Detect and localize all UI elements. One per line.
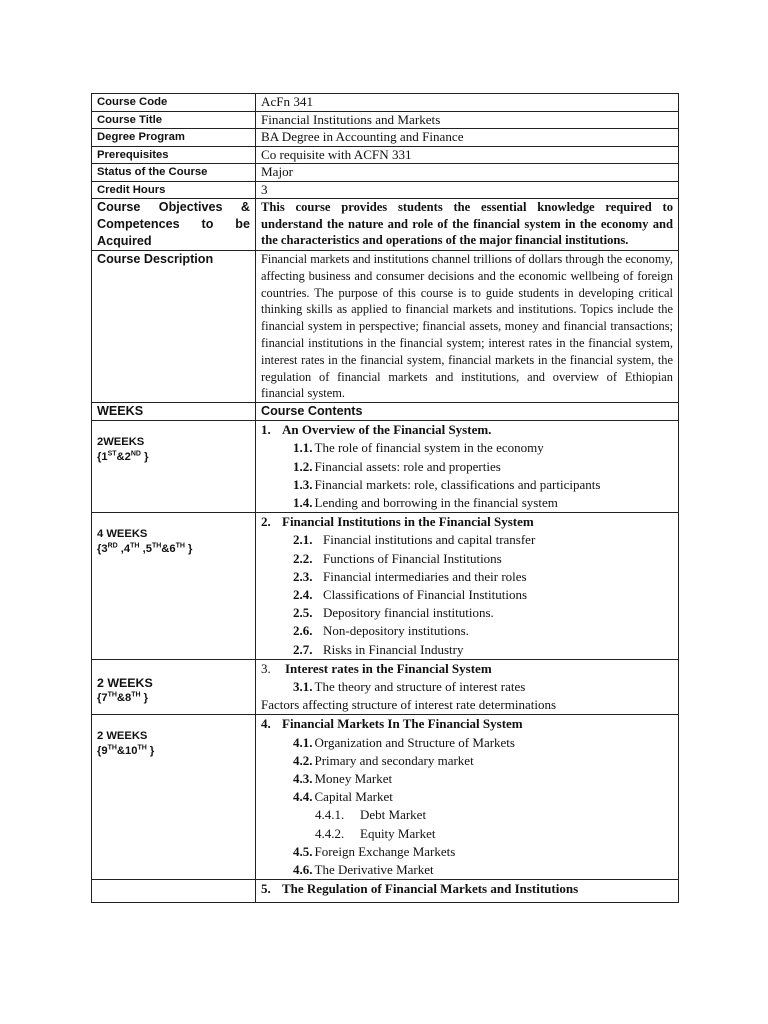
label-status: Status of the Course bbox=[92, 164, 256, 182]
unit-row-1 bbox=[92, 421, 679, 513]
value-prerequisites: Co requisite with ACFN 331 bbox=[256, 146, 679, 164]
topic-item: 3.1. The theory and structure of interest rates bbox=[293, 679, 526, 695]
header-contents: Course Contents bbox=[256, 403, 679, 421]
topic-item: 4.4. Capital Market bbox=[293, 789, 393, 805]
subtopic-item: 4.4.2. Equity Market bbox=[315, 825, 436, 841]
topic-item: 4.6. The Derivative Market bbox=[293, 862, 434, 878]
value-objectives: This course provides students the essential knowledge required to understand the nature and role of the financial system in the economy and the characteristics and operations of the major financial institutions. bbox=[256, 199, 679, 251]
value-degree-program: BA Degree in Accounting and Finance bbox=[256, 129, 679, 147]
unit-row-4 bbox=[92, 715, 679, 880]
topic-item: 4.1. Organization and Structure of Markets bbox=[293, 734, 515, 750]
contents-cell-2 bbox=[256, 513, 679, 660]
topic-extra: Factors affecting structure of interest rate determinations bbox=[261, 697, 557, 713]
label-prerequisites: Prerequisites bbox=[92, 146, 256, 164]
topic-item: 2.4. Classifications of Financial Institutions bbox=[293, 587, 528, 602]
label-course-title: Course Title bbox=[92, 111, 256, 129]
row-prerequisites bbox=[92, 146, 679, 164]
header-weeks: WEEKS bbox=[92, 403, 256, 421]
unit-row-5 bbox=[92, 880, 679, 903]
label-course-code: Course Code bbox=[92, 94, 256, 112]
topic-item: 2.6. Non-depository institutions. bbox=[293, 623, 469, 639]
weeks-cell-5 bbox=[92, 880, 256, 903]
weeks-label: 4 WEEKS bbox=[97, 528, 148, 541]
course-outline-table bbox=[91, 93, 679, 903]
row-objectives bbox=[92, 199, 679, 251]
unit-row-3 bbox=[92, 659, 679, 715]
topic-item: 2.2. Functions of Financial Institutions bbox=[293, 550, 502, 566]
topic-item: 4.3. Money Market bbox=[293, 771, 393, 787]
weeks-range: {7TH&8TH } bbox=[97, 691, 149, 704]
subtopic-item: 4.4.1. Debt Market bbox=[315, 807, 427, 823]
unit-heading: 4. Financial Markets In The Financial System bbox=[261, 716, 523, 732]
label-description: Course Description bbox=[92, 251, 256, 403]
unit-heading: 2. Financial Institutions in the Financial System bbox=[261, 514, 534, 530]
contents-cell-5 bbox=[256, 880, 679, 903]
weeks-cell-3 bbox=[92, 659, 256, 715]
unit-heading: 3. Interest rates in the Financial System bbox=[261, 660, 492, 676]
topic-item: 1.2. Financial assets: role and properties bbox=[293, 458, 501, 474]
value-status: Major bbox=[256, 164, 679, 182]
row-schedule-header bbox=[92, 403, 679, 421]
topic-item: 4.2. Primary and secondary market bbox=[293, 752, 474, 768]
weeks-cell-4 bbox=[92, 715, 256, 880]
weeks-label: 2 WEEKS bbox=[97, 675, 153, 690]
contents-cell-1 bbox=[256, 421, 679, 513]
contents-cell-4 bbox=[256, 715, 679, 880]
weeks-cell-2 bbox=[92, 513, 256, 660]
row-degree-program bbox=[92, 129, 679, 147]
label-degree-program: Degree Program bbox=[92, 129, 256, 147]
topic-item: 2.3. Financial intermediaries and their roles bbox=[293, 568, 527, 584]
weeks-range: {1ST&2ND } bbox=[97, 450, 149, 464]
value-credit-hours: 3 bbox=[256, 181, 679, 199]
value-description: Financial markets and institutions channel trillions of dollars through the economy, affecting business and consumer decisions and the economic wellbeing of foreign countries. The purpose of this course is to guide students in developing critical thinking skills as applied to financial markets and institutions. Topics include the financial system in perspective; financial assets, money and financial transactions; financial institutions in the financial system; interest rates in the financial system, interest rates in the financial system, financial markets in the financial system, the regulation of financial markets and institutions, and overview of Ethiopian financial system. bbox=[256, 251, 679, 403]
row-course-title bbox=[92, 111, 679, 129]
weeks-range: {3RD ,4TH ,5TH&6TH } bbox=[97, 542, 193, 556]
topic-item: 2.7. Risks in Financial Industry bbox=[293, 641, 464, 657]
unit-heading: 1. An Overview of the Financial System. bbox=[261, 422, 492, 438]
weeks-range: {9TH&10TH } bbox=[97, 744, 155, 758]
weeks-cell-1 bbox=[92, 421, 256, 513]
label-objectives: Course Objectives & Competences to be Acquired bbox=[92, 199, 256, 251]
row-credit-hours bbox=[92, 181, 679, 199]
topic-item: 1.3. Financial markets: role, classifications and participants bbox=[293, 476, 601, 492]
label-credit-hours: Credit Hours bbox=[92, 181, 256, 199]
topic-item: 1.1. The role of financial system in the economy bbox=[293, 440, 544, 456]
row-course-code bbox=[92, 94, 679, 112]
weeks-label: 2WEEKS bbox=[97, 436, 145, 449]
topic-item: 2.5. Depository financial institutions. bbox=[293, 605, 494, 621]
row-status bbox=[92, 164, 679, 182]
unit-row-2 bbox=[92, 513, 679, 660]
value-course-code: AcFn 341 bbox=[256, 94, 679, 112]
topic-item: 2.1. Financial institutions and capital transfer bbox=[293, 532, 536, 548]
topic-item: 4.5. Foreign Exchange Markets bbox=[293, 843, 456, 859]
contents-cell-3 bbox=[256, 659, 679, 715]
weeks-label: 2 WEEKS bbox=[97, 730, 148, 743]
topic-item: 1.4. Lending and borrowing in the financial system bbox=[293, 494, 558, 510]
row-description bbox=[92, 251, 679, 403]
value-course-title: Financial Institutions and Markets bbox=[256, 111, 679, 129]
unit-heading: 5. The Regulation of Financial Markets and Institutions bbox=[261, 881, 579, 897]
